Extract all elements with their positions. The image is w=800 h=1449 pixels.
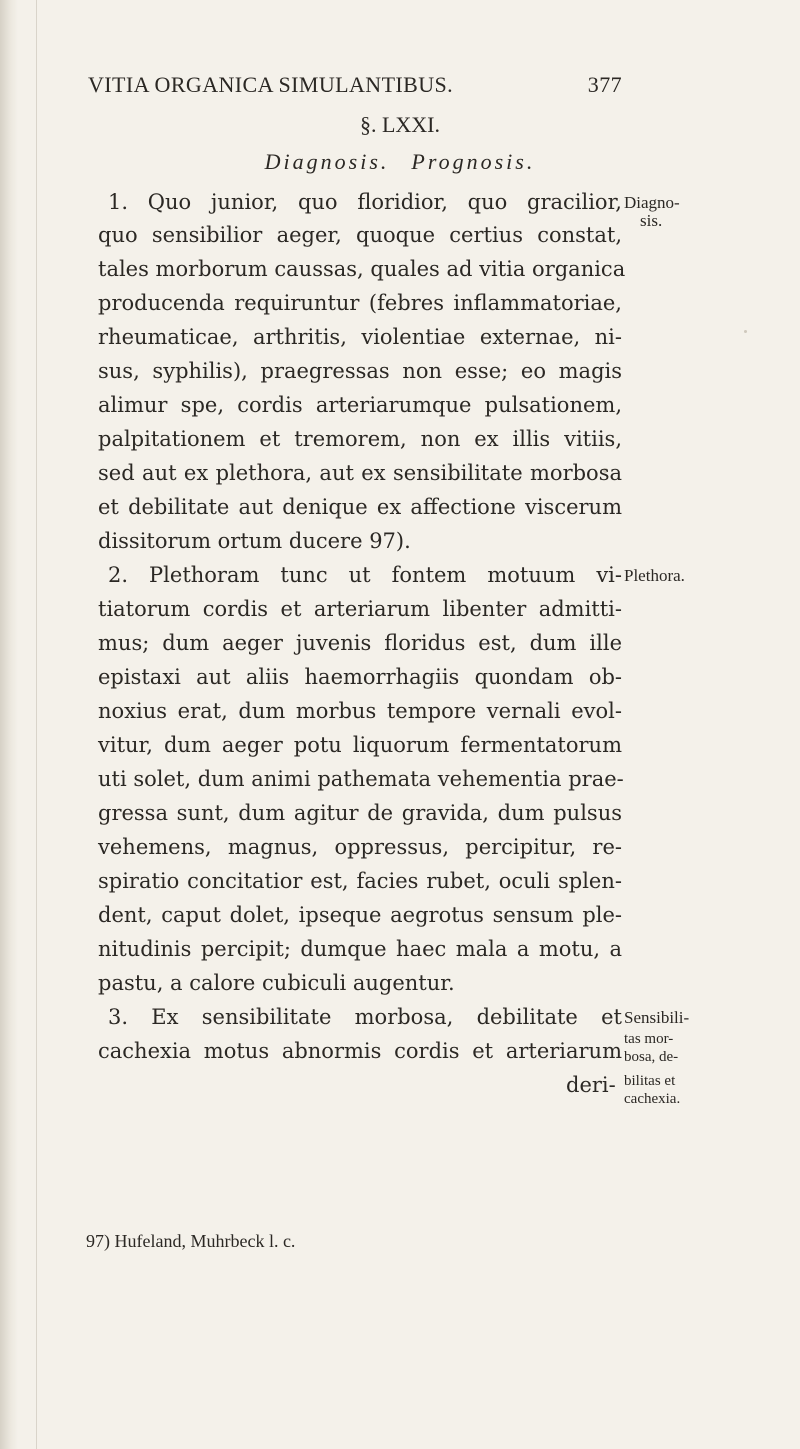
margin-note-sensibilitas-5: cachexia.: [624, 1091, 681, 1107]
text-line: sus, syphilis), praegressas non esse; eo magis: [98, 359, 622, 383]
text-line: pastu, a calore cubiculi augentur.: [98, 971, 455, 995]
text-line: mus; dum aeger juvenis floridus est, dum ille: [98, 631, 622, 655]
page-fold-line: [36, 0, 37, 1449]
text-line: cachexia motus abnormis cordis et arteriarum: [98, 1039, 622, 1063]
text-line: palpitationem et tremorem, non ex illis vitiis,: [98, 427, 622, 451]
subtitle-prognosis: Prognosis.: [411, 149, 536, 174]
text-line: vitur, dum aeger potu liquorum fermentatorum: [98, 733, 622, 757]
text-line: vehemens, magnus, oppressus, percipitur, re-: [98, 835, 622, 859]
text-line: dissitorum ortum ducere 97).: [98, 529, 411, 553]
text-line: 3. Ex sensibilitate morbosa, debilitate et: [108, 1005, 622, 1029]
text-line: 1. Quo junior, quo floridior, quo gracilior,: [108, 190, 622, 214]
margin-note-plethora: Plethora.: [624, 566, 685, 585]
text-line: spiratio concitatior est, facies rubet, oculi splen-: [98, 869, 622, 893]
footnote: 97) Hufeland, Muhrbeck l. c.: [86, 1231, 296, 1251]
text-line: sed aut ex plethora, aut ex sensibilitate morbosa: [98, 461, 622, 485]
text-line: 2. Plethoram tunc ut fontem motuum vi-: [108, 563, 622, 587]
text-line: tales morborum caussas, quales ad vitia organica: [98, 257, 626, 281]
section-number: §. LXXI.: [359, 112, 441, 137]
margin-note-sensibilitas: Sensibili-: [624, 1008, 690, 1027]
margin-note-diagnosis: Diagno-: [624, 193, 680, 212]
margin-note-sensibilitas-4: bilitas et: [624, 1073, 676, 1089]
text-line: noxius erat, dum morbus tempore vernali evol-: [98, 699, 622, 723]
paper-stain: [744, 330, 747, 333]
page-number: 377: [587, 72, 622, 97]
margin-note-sensibilitas-3: bosa, de-: [624, 1049, 679, 1065]
section-subtitle: [0, 149, 800, 175]
margin-note-sensibilitas-2: tas mor-: [624, 1031, 674, 1047]
text-line: nitudinis percipit; dumque haec mala a motu, a: [98, 937, 622, 961]
text-line: alimur spe, cordis arteriarumque pulsationem,: [98, 393, 622, 417]
text-line: dent, caput dolet, ipseque aegrotus sensum ple-: [98, 903, 622, 927]
text-line: rheumaticae, arthritis, violentiae externae, ni-: [98, 325, 622, 349]
subtitle-diagnosis: Diagnosis.: [264, 149, 390, 174]
text-line: et debilitate aut denique ex affectione viscerum: [98, 495, 622, 519]
running-title: VITIA ORGANICA SIMULANTIBUS.: [88, 72, 454, 97]
text-line: quo sensibilior aeger, quoque certius constat,: [98, 223, 622, 247]
running-header: [88, 72, 622, 98]
text-line: tiatorum cordis et arteriarum libenter admitti-: [98, 597, 622, 621]
text-line: epistaxi aut aliis haemorrhagiis quondam ob-: [98, 665, 622, 689]
text-line: producenda requiruntur (febres inflammatoriae,: [98, 291, 622, 315]
text-line: gressa sunt, dum agitur de gravida, dum pulsus: [98, 801, 622, 825]
text-line: uti solet, dum animi pathemata vehementia prae-: [98, 767, 624, 791]
text-line: deri-: [566, 1073, 616, 1097]
margin-note-diagnosis-cont: sis.: [640, 211, 663, 230]
page-edge-shadow: [0, 0, 18, 1449]
